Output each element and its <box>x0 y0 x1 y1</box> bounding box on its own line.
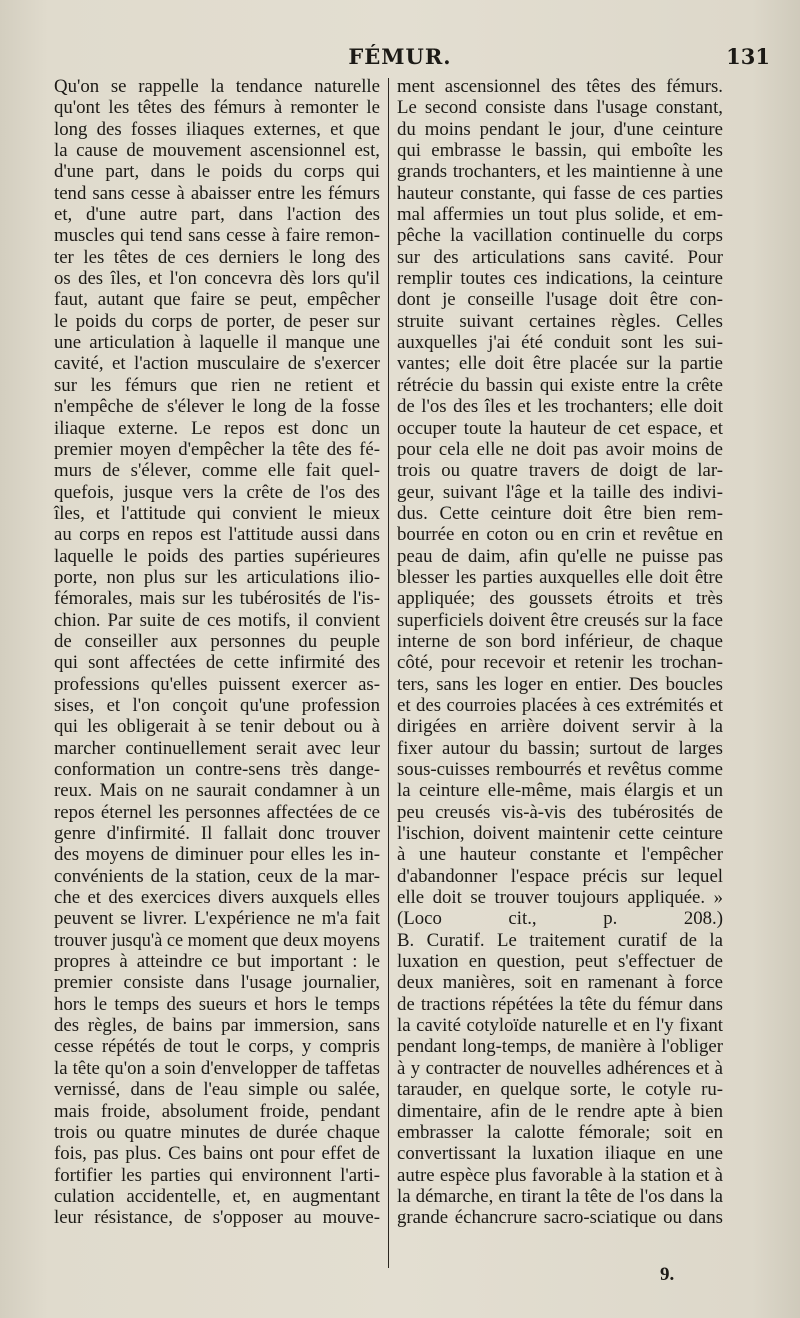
page-title: FÉMUR. <box>348 44 452 69</box>
text-line: blesser les parties auxquelles elle doit être <box>397 566 723 588</box>
text-line: porte, non plus sur les articulations ilio- <box>54 566 380 588</box>
text-line: marcher continuellement serait avec leur <box>54 737 380 759</box>
text-line: des moyens de diminuer pour elles les in- <box>54 844 380 866</box>
text-line: qui sont affectées de cette infirmité des <box>54 652 380 674</box>
text-line: fémorales, mais sur les tubérosités de l'is- <box>54 588 380 610</box>
text-line: peuvent se livrer. L'expérience ne m'a fait <box>54 908 380 930</box>
text-line: cesse répétés de tout le corps, y compris <box>54 1036 380 1058</box>
text-line: au corps en repos est l'attitude aussi dans <box>54 524 380 546</box>
text-line: sur des articulations sans cavité. Pour <box>397 246 723 268</box>
text-line: dus. Cette ceinture doit être bien rem- <box>397 502 723 524</box>
text-line: Qu'on se rappelle la tendance naturelle <box>54 76 380 97</box>
text-line: la démarche, en tirant la tête de l'os dans la <box>397 1185 723 1207</box>
right-column <box>397 76 723 1229</box>
text-line: murs de s'élever, comme elle fait quel- <box>54 460 380 482</box>
text-line: quefois, jusque vers la crête de l'os des <box>54 481 380 503</box>
text-line: et, d'une autre part, dans l'action des <box>54 204 380 226</box>
text-line: et des courroies placées à ces extrémités et <box>397 694 723 716</box>
text-line: reux. Mais on ne saurait condamner à un <box>54 780 380 802</box>
text-line: hors le temps des sueurs et hors le temps <box>54 993 380 1015</box>
signature-mark: 9. <box>660 1264 675 1285</box>
text-line: de l'os des îles et les trochanters; elle doit <box>397 396 723 418</box>
page-number: 131 <box>726 44 770 69</box>
text-line: qu'ont les têtes des fémurs à remonter le <box>54 97 380 119</box>
text-line: sises, et l'on conçoit qu'une profession <box>54 694 380 716</box>
text-line: convénients de la station, ceux de la mar- <box>54 865 380 887</box>
text-line: ter les têtes de ces derniers le long des <box>54 246 380 268</box>
text-line: hauteur constante, qui fasse de ces parties <box>397 182 723 204</box>
text-line: rétrécie du bassin qui existe entre la crête <box>397 374 723 396</box>
text-line: grande échancrure sacro-sciatique ou dans <box>397 1207 723 1229</box>
column-divider <box>388 78 389 1268</box>
text-line: vernissé, dans de l'eau simple ou salée, <box>54 1079 380 1101</box>
text-line: B. Curatif. Le traitement curatif de la <box>397 929 723 951</box>
text-line: à une hauteur constante et l'empêcher <box>397 844 723 866</box>
text-line: conformation un contre-sens très dange- <box>54 759 380 780</box>
text-line: interne de son bord inférieur, de chaque <box>397 630 723 652</box>
text-line: la ceinture elle-même, mais élargis et un <box>397 780 723 802</box>
text-line: de conseiller aux personnes du peuple <box>54 630 380 652</box>
text-line: dont je conseille l'usage doit être con- <box>397 289 723 311</box>
text-line: trouver jusqu'à ce moment que deux moyens <box>54 929 380 951</box>
text-line: pêche la vacillation continuelle du corps <box>397 225 723 247</box>
text-line: côté, pour recevoir et retenir les trochan- <box>397 652 723 674</box>
text-line: mal affermies un tout plus solide, et em- <box>397 204 723 226</box>
text-line: struite suivant certaines règles. Celles <box>397 310 723 332</box>
text-line: d'abandonner l'espace précis sur lequel <box>397 865 723 887</box>
text-line: remplir toutes ces indications, la ceinture <box>397 268 723 290</box>
text-line: la cavité cotyloïde naturelle et en l'y fixant <box>397 1015 723 1037</box>
text-line: tarauder, en quelque sorte, le cotyle ru- <box>397 1079 723 1101</box>
text-line: Le second consiste dans l'usage constant, <box>397 97 723 119</box>
text-line: superficiels doivent être creusés sur la face <box>397 609 723 631</box>
text-line: îles, et l'attitude qui convient le mieux <box>54 502 380 524</box>
text-line: culation accidentelle, et, en augmentant <box>54 1185 380 1207</box>
text-line: qui les obligerait à se tenir debout ou à <box>54 716 380 738</box>
text-line: le poids du corps de porter, de peser sur <box>54 310 380 332</box>
text-line: de tractions répétées la tête du fémur dans <box>397 993 723 1015</box>
text-line: embrasser la calotte fémorale; soit en <box>397 1121 723 1143</box>
text-line: n'empêche de s'élever le long de la fosse <box>54 396 380 418</box>
text-line: luxation en question, peut s'effectuer de <box>397 951 723 973</box>
text-line: auxquelles j'ai été conduit sont les sui- <box>397 332 723 354</box>
text-line: ters, sans les loger en entier. Des boucles <box>397 673 723 695</box>
text-line: une articulation à laquelle il manque une <box>54 332 380 354</box>
text-line: pendant long-temps, de manière à l'obliger <box>397 1036 723 1058</box>
text-line: faut, autant que faire se peut, empêcher <box>54 289 380 311</box>
text-line: chion. Par suite de ces motifs, il convient <box>54 609 380 631</box>
text-line: deux manières, soit en ramenant à force <box>397 972 723 994</box>
text-line: autre espèce plus favorable à la station et à <box>397 1164 723 1186</box>
text-line: geur, suivant l'âge et la taille des indivi- <box>397 481 723 503</box>
text-line: os des îles, et l'on concevra dès lors qu'il <box>54 268 380 290</box>
text-line: pour cela elle ne doit pas avoir moins de <box>397 438 723 460</box>
text-line: premier consiste dans l'usage journalier, <box>54 972 380 994</box>
text-line: vantes; elle doit être placée sur la partie <box>397 353 723 375</box>
text-line: cavité, et l'action musculaire de s'exercer <box>54 353 380 375</box>
text-line: che et des exercices divers auxquels elles <box>54 887 380 909</box>
text-line: leur résistance, de s'opposer au mouve- <box>54 1207 380 1229</box>
text-line: fortifier les parties qui environnent l'arti- <box>54 1164 380 1186</box>
text-line: muscles qui tend sans cesse à faire remon- <box>54 225 380 247</box>
text-line: qui embrasse le bassin, qui emboîte les <box>397 140 723 162</box>
left-column <box>54 76 380 1229</box>
text-line: peau de daim, afin qu'elle ne puisse pas <box>397 545 723 567</box>
text-line: à y contracter de nouvelles adhérences et à <box>397 1057 723 1079</box>
text-line: la tête qu'on a soin d'envelopper de taffetas <box>54 1057 380 1079</box>
text-line: mais froide, absolument froide, pendant <box>54 1100 380 1122</box>
text-line: convertissant la luxation iliaque en une <box>397 1143 723 1165</box>
text-line: bourrée en coton ou en crin et revêtue en <box>397 524 723 546</box>
text-line: grands trochanters, et les maintienne à une <box>397 161 723 183</box>
text-line: tend sans cesse à abaisser entre les fémurs <box>54 182 380 204</box>
text-line: la cause de mouvement ascensionnel est, <box>54 140 380 162</box>
text-line: professions qu'elles puissent exercer as- <box>54 673 380 695</box>
text-line: propres à atteindre ce but important : le <box>54 951 380 973</box>
text-line: long des fosses iliaques externes, et que <box>54 118 380 140</box>
text-line: fixer autour du bassin; surtout de larges <box>397 737 723 759</box>
text-line: sur les fémurs que rien ne retient et <box>54 374 380 396</box>
text-line: occuper toute la hauteur de cet espace, et <box>397 417 723 439</box>
text-line: (Loco cit., p. 208.) <box>397 908 723 930</box>
text-line: d'une part, dans le poids du corps qui <box>54 161 380 183</box>
text-line: trois ou quatre minutes de durée chaque <box>54 1121 380 1143</box>
text-line: premier moyen d'empêcher la tête des fé- <box>54 438 380 460</box>
text-line: dimentaire, afin de le rendre apte à bien <box>397 1100 723 1122</box>
text-line: trois ou quatre travers de doigt de lar- <box>397 460 723 482</box>
running-header <box>0 38 800 68</box>
text-line: appliquée; des goussets étroits et très <box>397 588 723 610</box>
text-line: ment ascensionnel des têtes des fémurs. <box>397 76 723 97</box>
text-line: genre d'infirmité. Il fallait donc trouver <box>54 823 380 845</box>
text-line: sous-cuisses rembourrés et revêtus comme <box>397 759 723 780</box>
text-line: peu creusés vis-à-vis des tubérosités de <box>397 801 723 823</box>
text-line: du moins pendant le jour, d'une ceinture <box>397 118 723 140</box>
text-line: des règles, de bains par immersion, sans <box>54 1015 380 1037</box>
text-line: laquelle le poids des parties supérieures <box>54 545 380 567</box>
text-line: dirigées en arrière doivent servir à la <box>397 716 723 738</box>
text-line: elle doit se trouver toujours appliquée. » <box>397 887 723 909</box>
text-line: iliaque externe. Le repos est donc un <box>54 417 380 439</box>
text-line: fois, pas plus. Ces bains ont pour effet de <box>54 1143 380 1165</box>
text-line: repos éternel les personnes affectées de ce <box>54 801 380 823</box>
text-line: l'ischion, doivent maintenir cette ceinture <box>397 823 723 845</box>
